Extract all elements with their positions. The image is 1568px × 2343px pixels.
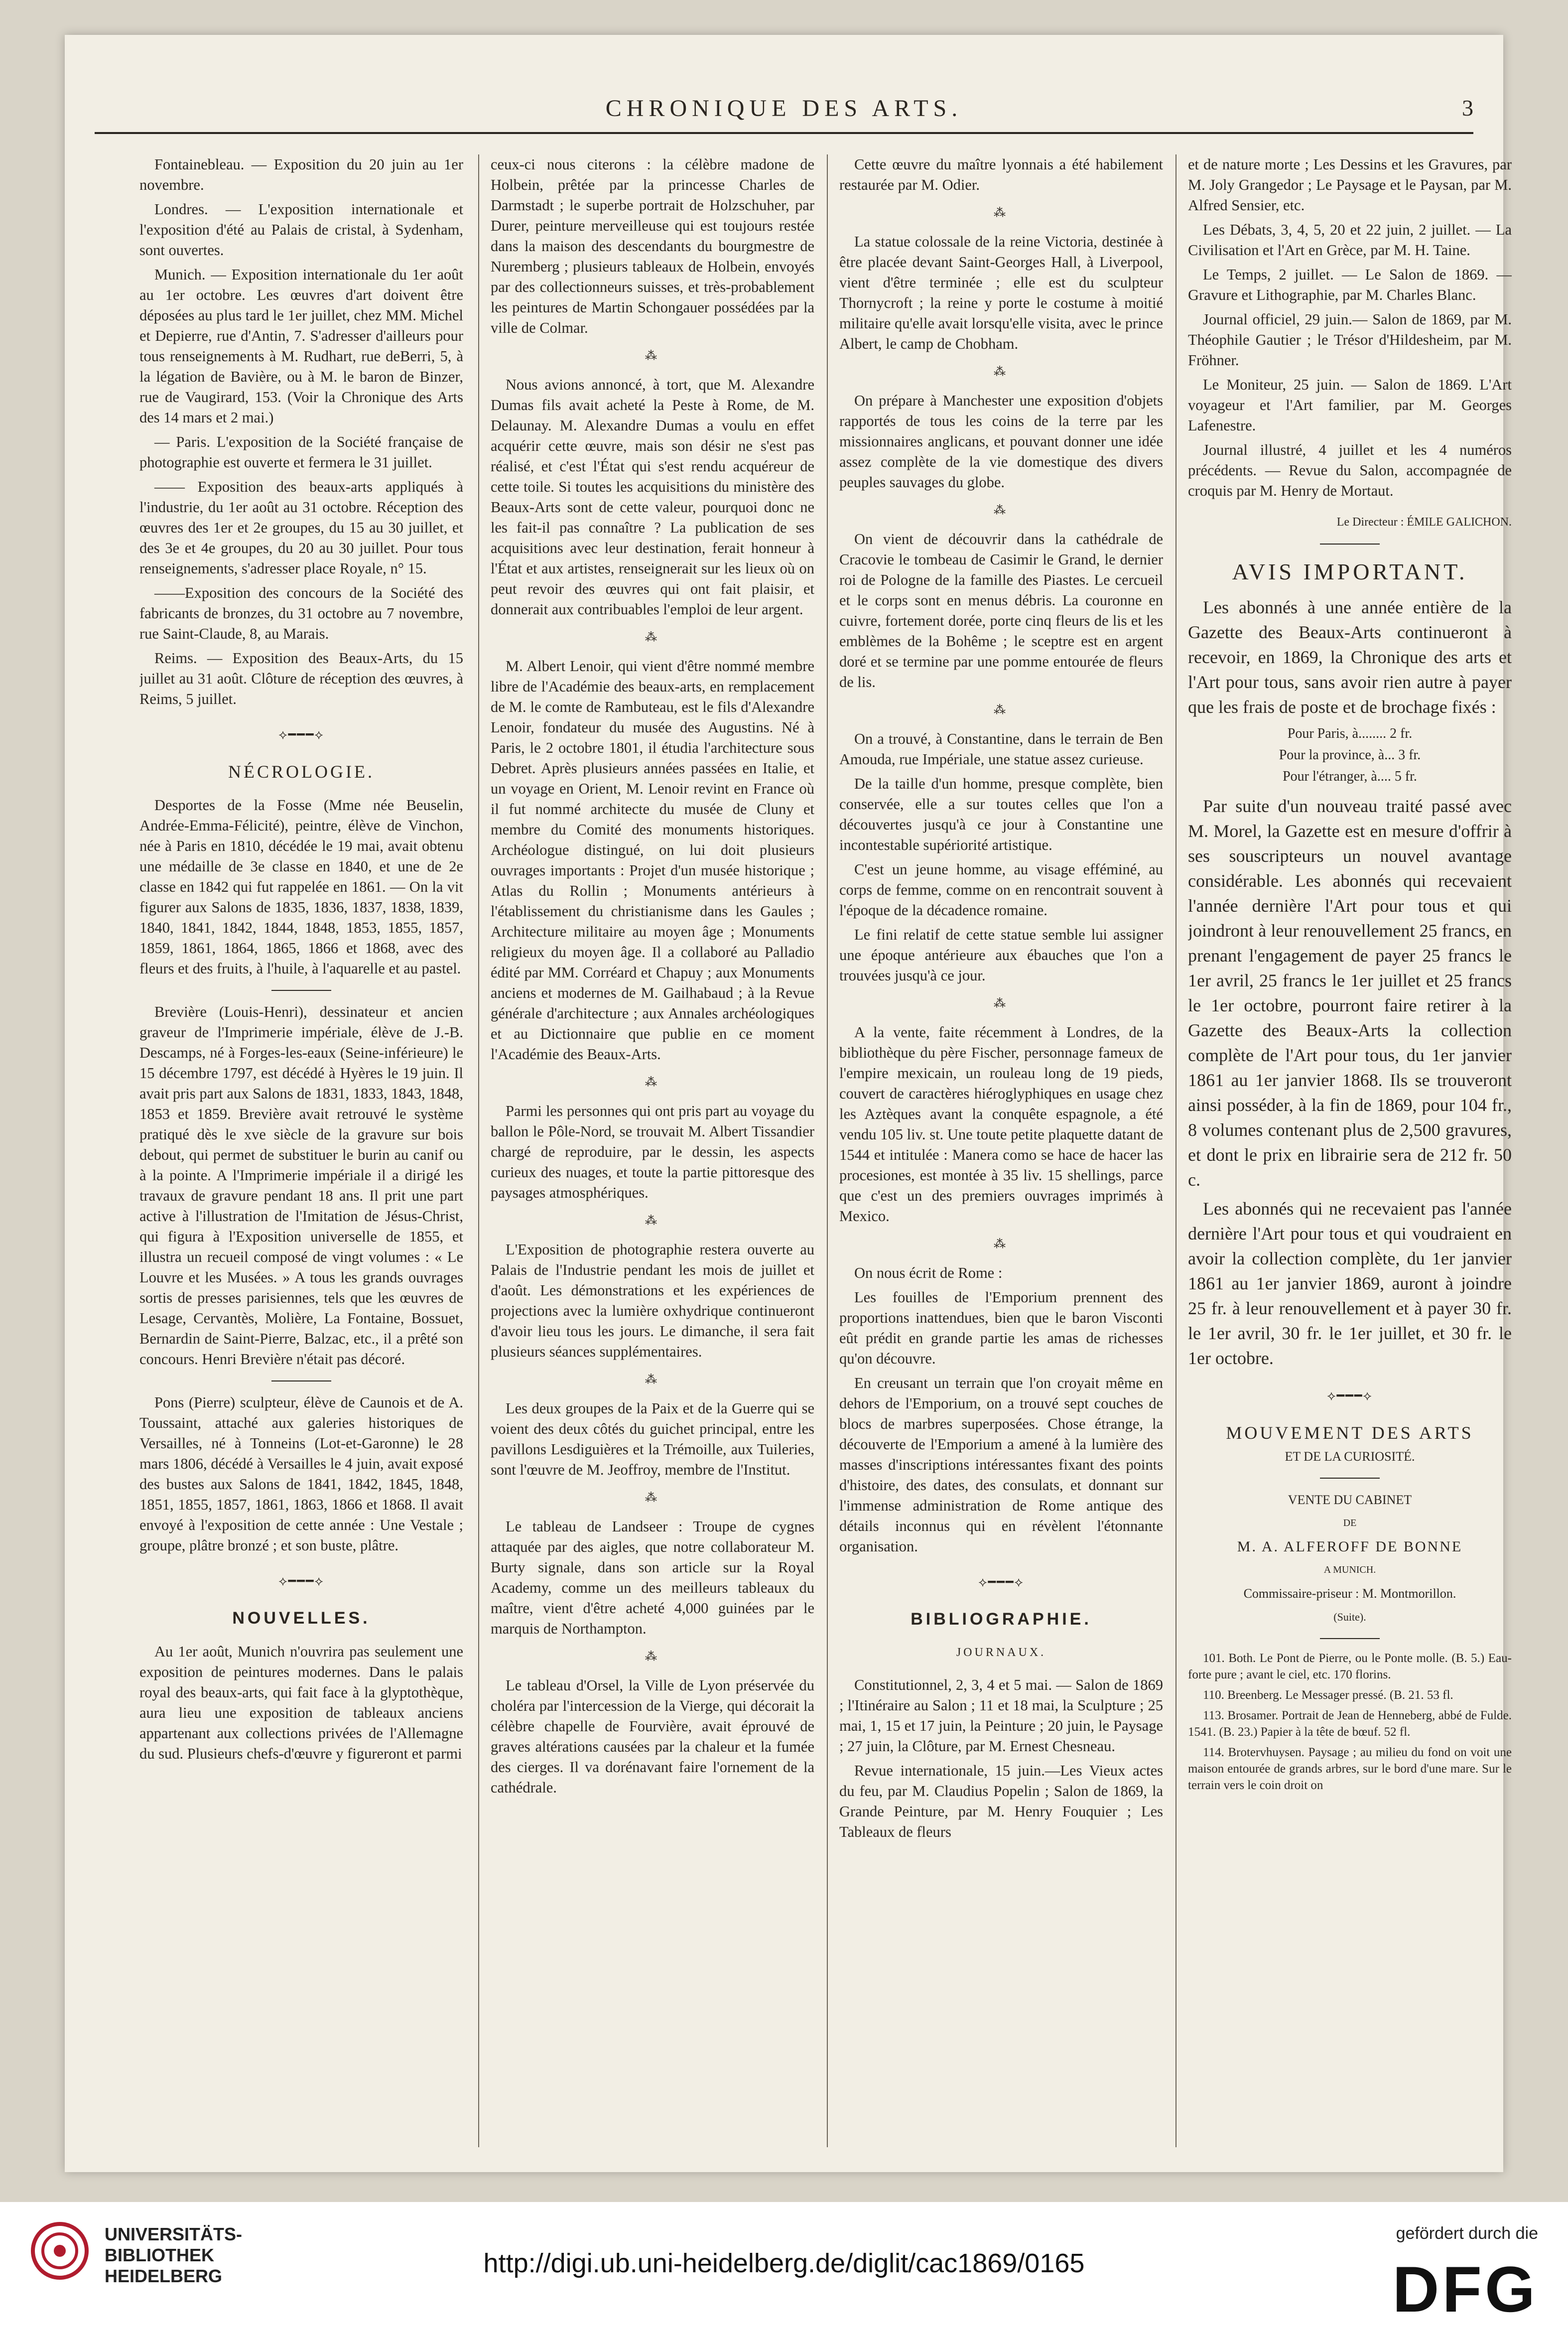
article-paragraph: On prépare à Manchester une exposition d'objets rapportés de tous les coins de la terre par les missionnaires anglicans, et pouvant donner une idée assez complète de la vie domestique des divers peuples sauvages du globe. — [839, 392, 1163, 491]
short-rule — [271, 990, 331, 991]
article-paragraph: et de nature morte ; Les Dessins et les Gravures, par M. Joly Grangedor ; Le Paysage et le Paysan, par M. Alfred Sensier, etc. — [1188, 156, 1512, 214]
article-paragraph: Au 1er août, Munich n'ouvrira pas seulement une exposition de peintures modernes. Dans le palais royal des beaux-arts, qui fait face à la glyptothèque, aura lieu une exposition de tableaux anciens appartenant aux collections privées de l'Allemagne du sud. Plusieurs chefs-d'œuvre y figureront et parmi — [139, 1643, 463, 1762]
asterism: ⁂ — [994, 997, 1009, 1010]
price-line: Pour Paris, à........ 2 fr. — [1287, 726, 1413, 741]
page-number: 3 — [1462, 95, 1473, 121]
asterism: ⁂ — [994, 207, 1009, 220]
asterism: ⁂ — [645, 1215, 660, 1228]
page-title: CHRONIQUE DES ARTS. — [605, 95, 963, 122]
article-paragraph: Munich. — Exposition internationale du 1er août au 1er octobre. Les œuvres d'art doivent être déposées au plus tard le 1er juillet, chez MM. Michel et Depierre, rue d'Antin, 7. S'adresser d'ailleurs pour tous renseignements à M. Rudhart, rue deBerri, 5, à la légation de Bavière, ou à M. le baron de Binzer, rue de Vaugirard, 153. (Voir la Chronique des Arts des 14 mars et 2 mai.) — [139, 266, 463, 426]
digitization-footer — [0, 2202, 1568, 2343]
article-paragraph: De la taille d'un homme, presque complète, bien conservée, elle a sur toutes celles que l'on a découvertes jusqu'à ce jour à Constantine une incontestable supériorité artistique. — [839, 775, 1163, 853]
asterism: ⁂ — [994, 704, 1009, 717]
institution-line: BIBLIOTHEK — [105, 2245, 214, 2265]
section-subheading: ET DE LA CURIOSITÉ. — [1285, 1449, 1415, 1464]
column-1 — [139, 154, 463, 2152]
article-paragraph: Brevière (Louis-Henri), dessinateur et ancien graveur de l'Imprimerie impériale, élève de J.-B. Descamps, né à Forges-les-eaux (Seine-inférieure) le 15 décembre 1797, est décédé à Hyères le 19 juin. Il avait pris part aux Salons de 1831, 1833, 1843, 1848, 1853 et 1859. Brevière avait retrouvé le système pratiqué dès le xve siècle de la gravure sur bois debout, qui permet de substituer le burin au canif ou à la pointe. A l'Imprimerie impériale il a dirigé les travaux de gravure pendant 18 ans. Il prit une part active à l'illustration de l'Imitation de Jésus-Christ, qui figura à l'Exposition universelle de 1855, et illustra un recueil composé de vingt volumes : « Le Louvre et les Musées. » A tous les grands ouvrages sortis de presses parisiennes, tels que les œuvres de Lesage, Cervantès, Molière, La Fontaine, Bossuet, Bernardin de Saint-Pierre, Balzac, etc., il a prêté son concours. Henri Brevière n'était pas décoré. — [139, 1003, 463, 1368]
sale-lot: 114. Brotervhuysen. Paysage ; au milieu du fond on voit une maison entourée de grands arbres, sur le bord d'une mare. Sur le terrain vers le coin droit on — [1188, 1746, 1512, 1792]
article-paragraph: Par suite d'un nouveau traité passé avec M. Morel, la Gazette est en mesure d'offrir à ses souscripteurs un nouvel avantage considérable. Les abonnés qui recevaient l'année dernière l'Art pour tous et qui joindront à leur renouvellement 25 francs, en prenant l'engagement de payer 25 francs le 1er avril, 25 francs le 1er juillet et 25 francs le 1er octobre, pourront faire retirer à la Gazette des Beaux-Arts la collection complète de l'Art pour tous, du 1er janvier 1861 au 1er janvier 1868. Ils se trouveront ainsi posséder, à la fin de 1869, pour 104 fr., 8 volumes contenant plus de 2,500 gravures, et dont le prix en librairie sera de 212 fr. 50 c. — [1188, 796, 1512, 1190]
article-paragraph: Le fini relatif de cette statue semble lui assigner une époque antérieure aux ébauches que l'on a trouvées jusqu'à ce jour. — [839, 926, 1163, 984]
article-paragraph: On vient de découvrir dans la cathédrale de Cracovie le tombeau de Casimir le Grand, le dernier roi de Pologne de la famille des Piastes. Le cercueil et le corps sont en menus débris. La couronne en cuivre, fortement dorée, porte cinq fleurs de lis et les emblèmes de la Bohême ; le sceptre est en argent doré et se termine par une pomme entourée de fleurs de lis. — [839, 531, 1163, 690]
article-paragraph: Les abonnés à une année entière de la Gazette des Beaux-Arts continueront à recevoir, en 1869, la Chronique des arts et l'Art pour tous, sans avoir rien autre à payer que les frais de poste et de brochage fixés : — [1188, 597, 1512, 717]
asterism: ⁂ — [645, 1374, 660, 1386]
short-rule — [1320, 1478, 1380, 1479]
article-paragraph: On a trouvé, à Constantine, dans le terrain de Ben Amouda, rue Impériale, une statue assez curieuse. — [839, 730, 1163, 768]
section-heading: BIBLIOGRAPHIE. — [911, 1610, 1092, 1629]
column-2 — [491, 154, 814, 2152]
article-paragraph: Parmi les personnes qui ont pris part au voyage du ballon le Pôle-Nord, se trouvait M. Albert Tissandier chargé de reproduire, par le dessin, les aspects curieux des nuages, et toute la partie pittoresque des paysages atmosphériques. — [491, 1103, 814, 1201]
article-paragraph: Les Débats, 3, 4, 5, 20 et 22 juin, 2 juillet. — La Civilisation et l'Art en Grèce, par M. H. Taine. — [1188, 221, 1512, 259]
article-paragraph: M. Albert Lenoir, qui vient d'être nommé membre libre de l'Académie des beaux-arts, en remplacement de M. le comte de Rambuteau, est le fils d'Alexandre Lenoir, fondateur du musée des Augustins. Né à Paris, le 2 octobre 1801, il étudia l'architecture sous Debret. Après plusieurs années passées en Italie, et un voyage en Orient, M. Lenoir revint en France où il fut nommé architecte du musée de Cluny et membre du Comité des monuments historiques. Archéologue distingué, on lui doit plusieurs ouvrages importants : Projet d'un musée historique ; Atlas du Rollin ; Monuments antérieurs à l'établissement du christianisme dans les Gaules ; Architecture militaire au moyen âge ; Monuments religieux du moyen âge. Il a collaboré au Palladio édité par MM. Corréard et Chapuy ; aux Monuments anciens et modernes de M. Gailhabaud ; à la Revue générale d'architecture ; aux Annales archéologiques et au Dictionnaire que publie en ce moment l'Académie des Beaux-Arts. — [491, 658, 814, 1063]
column-divider — [478, 154, 479, 2147]
section-heading: NÉCROLOGIE. — [228, 762, 375, 782]
institution-line: HEIDELBERG — [105, 2266, 223, 2286]
article-paragraph: La statue colossale de la reine Victoria, destinée à être placée devant Saint-Georges Hall, à Liverpool, vient d'être terminée ; elle est du sculpteur Thornycroft ; la reine y porte le costume à moitié militaire qu'elle avait lorsqu'elle visita, avec le prince Albert, le camp de Chobham. — [839, 233, 1163, 352]
header-rule — [95, 132, 1473, 134]
sale-place: A MUNICH. — [1323, 1564, 1376, 1575]
article-paragraph: —— Exposition des beaux-arts appliqués à l'industrie, du 1er août au 31 octobre. Réception des œuvres des 1er et 2e groupes, du 15 au 30 juillet, et des 3e et 4e groupes, du 20 au 30 juillet. Pour tous renseignements, s'adresser place Royale, n° 15. — [139, 478, 463, 577]
section-heading: AVIS IMPORTANT. — [1232, 559, 1468, 584]
column-4 — [1188, 154, 1512, 2152]
article-paragraph: Les fouilles de l'Emporium prennent des proportions inattendues, bien que le baron Visconti eût prédit en grande partie les amas de richesses qu'on découvre. — [839, 1289, 1163, 1367]
article-paragraph: Le Moniteur, 25 juin. — Salon de 1869. L'Art voyageur et l'Art familier, par M. Georges Lafenestre. — [1188, 376, 1512, 434]
article-paragraph: Le tableau de Landseer : Troupe de cygnes attaquée par des aigles, que notre collaborateur M. Burty signale, dans son article sur la Royal Academy, comme un des meilleurs tableaux du maître, vient d'être acheté 4,000 guinées par le marquis de Northampton. — [491, 1518, 814, 1637]
subsection-heading: JOURNAUX. — [956, 1646, 1046, 1659]
ornament-divider: ⟡━━━⟡ — [978, 1575, 1024, 1589]
page-header — [65, 75, 1503, 135]
sale-collector: M. A. ALFEROFF DE BONNE — [1237, 1538, 1463, 1555]
asterism: ⁂ — [645, 1651, 660, 1663]
short-rule — [1320, 1638, 1380, 1639]
section-heading: MOUVEMENT DES ARTS — [1226, 1423, 1474, 1443]
article-paragraph: Journal illustré, 4 juillet et les 4 numéros précédents. — Revue du Salon, accompagnée de croquis par M. Henry de Mortaut. — [1188, 441, 1512, 499]
article-paragraph: En creusant un terrain que l'on croyait même en dehors de l'Emporium, on a trouvé sept couches de blocs de marbres superposées. Chose étrange, la découverte de l'Emporium a amené à la lumière des masses d'inscriptions intéressantes fixant des points d'histoire, des dates, des consulats, et donnant sur l'immense administration de Rome antique des détails inconnus qui en révèlent l'étonnante organisation. — [839, 1375, 1163, 1555]
sale-lot: 113. Brosamer. Portrait de Jean de Henneberg, abbé de Fulde. 1541. (B. 23.) Papier à la tête de bœuf. 52 fl. — [1188, 1709, 1512, 1739]
price-line: Pour la province, à... 3 fr. — [1279, 747, 1421, 763]
article-paragraph: Les deux groupes de la Paix et de la Guerre qui se voient des deux côtés du guichet principal, entre les pavillons Lesdiguières et la Trémoille, aux Tuileries, sont l'œuvre de M. Jeoffroy, membre de l'Institut. — [491, 1400, 814, 1478]
article-paragraph: A la vente, faite récemment à Londres, de la bibliothèque du père Fischer, personnage fameux de l'empire mexicain, un rouleau long de 19 pieds, couvert de caractères hiéroglyphiques en usage chez les Aztèques avant la conquête espagnole, a été vendu 105 liv. st. Une toute petite plaquette datant de 1544 et intitulée : Manera como se hace de hacer las procesiones, est montée à 35 liv. 15 shellings, parce que c'est un des premiers ouvrages imprimés à Mexico. — [839, 1024, 1163, 1225]
price-line: Pour l'étranger, à.... 5 fr. — [1283, 769, 1417, 784]
funding-label: gefördert durch die — [1396, 2224, 1538, 2243]
article-paragraph: Fontainebleau. — Exposition du 20 juin au 1er novembre. — [139, 156, 463, 193]
asterism: ⁂ — [645, 1076, 660, 1089]
article-paragraph: — Paris. L'exposition de la Société française de photographie est ouverte et fermera le 31 juillet. — [139, 433, 463, 471]
article-paragraph: ceux-ci nous citerons : la célèbre madone de Holbein, prêtée par la princesse Charles de Darmstadt ; le superbe portrait de Holzschuher, par Durer, peinture merveilleuse qui est toujours restée dans la maison des descendants du bourgmestre de Nuremberg ; plusieurs tableaux de Holbein, envoyés par des collectionneurs suisses, et très-probablement les peintures de Martin Schongauer possédées par la ville de Colmar. — [491, 156, 814, 336]
asterism: ⁂ — [994, 504, 1009, 517]
short-rule — [271, 1380, 331, 1381]
article-paragraph: C'est un jeune homme, au visage efféminé, au corps de femme, comme on en rencontrait souvent à l'époque de la décadence romaine. — [839, 861, 1163, 919]
article-paragraph: Pons (Pierre) sculpteur, élève de Caunois et de A. Toussaint, attaché aux galeries historiques de Versailles, né à Tonneins (Lot-et-Garonne) le 28 mars 1806, décédé à Versailles le 4 juin, avait exposé des bustes aux Salons de 1841, 1842, 1845, 1848, 1851, 1855, 1857, 1861, 1863, 1866 et 1868. Il avait envoyé à l'exposition de cette année : Une Vestale ; groupe, plâtre bronzé ; et son buste, plâtre. — [139, 1394, 463, 1554]
newspaper-page — [65, 35, 1512, 2172]
article-paragraph: Cette œuvre du maître lyonnais a été habilement restaurée par M. Odier. — [839, 156, 1163, 193]
article-paragraph: Le Temps, 2 juillet. — Le Salon de 1869. — Gravure et Lithographie, par M. Charles Blanc. — [1188, 266, 1512, 303]
article-paragraph: Revue internationale, 15 juin.—Les Vieux actes du feu, par M. Claudius Popelin ; Salon de 1869, la Grande Peinture, par M. Henry Fouquier ; Les Tableaux de fleurs — [839, 1762, 1163, 1840]
source-url-link[interactable]: http://digi.ub.uni-heidelberg.de/diglit/cac1869/0165 — [483, 2248, 1085, 2278]
article-paragraph: ——Exposition des concours de la Société des fabricants de bronzes, du 31 octobre au 7 novembre, rue Saint-Claude, 8, au Marais. — [139, 584, 463, 642]
asterism: ⁂ — [645, 631, 660, 644]
dfg-logo: DFG — [1392, 2253, 1538, 2326]
article-paragraph: Constitutionnel, 2, 3, 4 et 5 mai. — Salon de 1869 ; l'Itinéraire au Salon ; 11 et 18 mai, la Sculpture ; 25 mai, 1, 15 et 17 juin, la Peinture ; 20 juin, le Paysage ; 27 juin, la Clôture, par M. Ernest Chesneau. — [839, 1676, 1163, 1755]
column-divider — [827, 154, 828, 2147]
article-paragraph: On nous écrit de Rome : — [854, 1264, 1003, 1281]
article-paragraph: Reims. — Exposition des Beaux-Arts, du 15 juillet au 31 août. Clôture de réception des œuvres, à Reims, 5 juillet. — [139, 650, 463, 707]
auctioneer: Commissaire-priseur : M. Montmorillon. — [1243, 1586, 1456, 1601]
institution-line: UNIVERSITÄTS- — [105, 2224, 243, 2244]
sale-title: VENTE DU CABINET — [1288, 1493, 1412, 1507]
article-paragraph: Le tableau d'Orsel, la Ville de Lyon préservée du choléra par l'intercession de la Vierge, qui décorait la célèbre chapelle de Fourvière, avait éprouvé de graves altérations causées par la chaleur et la fumée des cierges. Il va dorénavant faire l'ornement de la cathédrale. — [491, 1677, 814, 1796]
sale-lot: 101. Both. Le Pont de Pierre, ou le Ponte molle. (B. 5.) Eau-forte pure ; avant le ciel, etc. 170 florins. — [1188, 1652, 1512, 1681]
sale-title-de: DE — [1343, 1517, 1357, 1528]
article-paragraph: Desportes de la Fosse (Mme née Beuselin, Andrée-Emma-Félicité), peintre, élève de Vinchon, née à Paris en 1810, décédée le 19 mai, avait obtenu une médaille de 3e classe en 1840, et une de 2e classe en 1842 qui fut rappelée en 1861. — On la vit figurer aux Salons de 1835, 1836, 1837, 1838, 1839, 1840, 1841, 1842, 1844, 1848, 1853, 1855, 1857, 1859, 1861, 1864, 1865, 1866 et 1868, avec des fleurs et des fruits, à l'huile, à l'aquarelle et au pastel. — [139, 797, 463, 977]
sale-lot: 110. Breenberg. Le Messager pressé. (B. 21. 53 fl. — [1203, 1688, 1453, 1702]
asterism: ⁂ — [994, 1238, 1009, 1251]
ornament-divider: ⟡━━━⟡ — [278, 1574, 324, 1588]
section-heading: NOUVELLES. — [232, 1609, 371, 1628]
article-paragraph: Journal officiel, 29 juin.— Salon de 1869, par M. Théophile Gautier ; le Trésor d'Hildesheim, par M. Fröhner. — [1188, 311, 1512, 369]
suite-note: (Suite). — [1333, 1611, 1366, 1623]
article-paragraph: L'Exposition de photographie restera ouverte au Palais de l'Industrie pendant les mois de juillet et d'août. Les démonstrations et les expériences de projections avec la lumière oxhydrique continueront d'avoir lieu tous les jours. Le dimanche, il sera fait plusieurs séances supplémentaires. — [491, 1241, 814, 1360]
article-paragraph: Nous avions annoncé, à tort, que M. Alexandre Dumas fils avait acheté la Peste à Rome, de M. Delaunay. M. Alexandre Dumas a voulu en effet acquérir cette œuvre, mais son désir ne s'est pas réalisé, et c'est l'État qui s'est rendu acquéreur de cette toile. Si toutes les acquisitions du ministère des Beaux-Arts sont de cette valeur, pourquoi donc ne les fait-il pas connaître ? La publication de ses acquisitions avec leur destination, ferait honneur à l'État et aux artistes, renseignerait sur les lieux où on peut revoir des œuvres qui ont fait plaisir, et donnerait aux contribuables l'emploi de leur argent. — [491, 376, 814, 618]
asterism: ⁂ — [645, 350, 660, 363]
ornament-divider: ⟡━━━⟡ — [1327, 1388, 1373, 1403]
short-rule — [1320, 544, 1380, 545]
article-paragraph: Londres. — L'exposition internationale et l'exposition d'été au Palais de cristal, à Sydenham, sont ouvertes. — [139, 201, 463, 259]
column-3 — [839, 154, 1163, 2152]
asterism: ⁂ — [645, 1492, 660, 1505]
director-signature: Le Directeur : ÉMILE GALICHON. — [1336, 516, 1512, 529]
asterism: ⁂ — [994, 366, 1009, 379]
ornament-divider: ⟡━━━⟡ — [278, 727, 324, 742]
article-paragraph: Les abonnés qui ne recevaient pas l'année dernière l'Art pour tous et qui voudraient en avoir la collection complète, du 1er janvier 1861 au 1er janvier 1869, auront à joindre 25 fr. à leur renouvellement et à payer 30 fr. le 1er avril, 30 fr. le 1er juillet, et 30 fr. le 1er octobre. — [1188, 1199, 1512, 1368]
